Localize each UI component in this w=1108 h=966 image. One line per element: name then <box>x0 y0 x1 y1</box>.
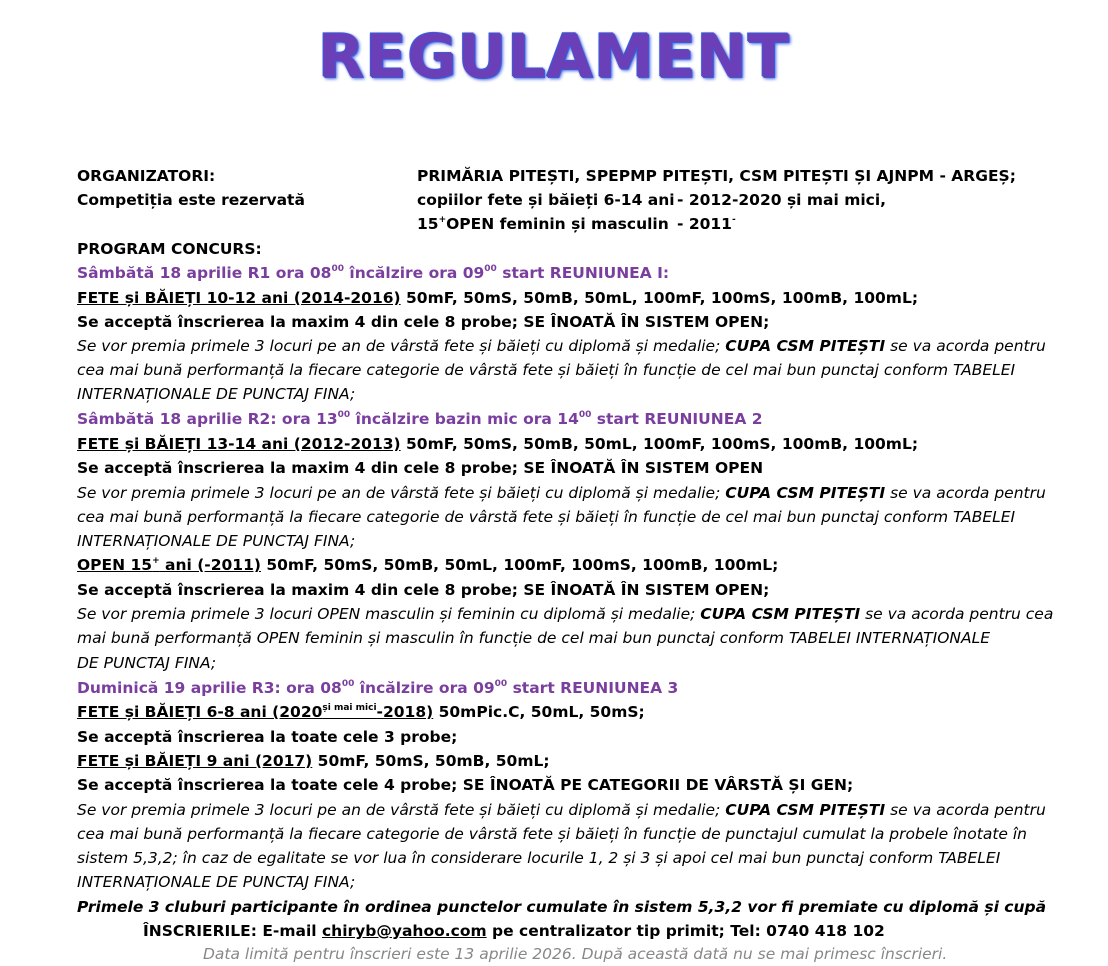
r1-prize-text: Se vor premia primele 3 locuri pe an de vârstă fete și băieți cu diplomă și medalie; <box>77 337 726 355</box>
reserved-open-sup: + <box>438 215 447 225</box>
r3-category-1 <box>77 700 645 724</box>
reserved-age: copiilor fete și băieți 6-14 ani <box>417 191 675 209</box>
r2-prize-line-1 <box>77 481 1046 505</box>
r2-cup-name: CUPA CSM PITEȘTI <box>725 484 886 502</box>
document-title: REGULAMENT <box>318 22 790 92</box>
reserved-open-years <box>677 212 736 236</box>
r2-sup1: 00 <box>337 410 351 420</box>
program-label: PROGRAM CONCURS: <box>77 240 262 258</box>
r3-category-1-sup: și mai mici <box>322 703 377 713</box>
r1-rule: Se acceptă înscrierea la maxim 4 din cele 8 probe; SE ÎNOATĂ ÎN SISTEM OPEN; <box>77 313 770 331</box>
r3-category-1-name <box>77 703 433 721</box>
r2-header-start-label: start REUNIUNEA 2 <box>591 410 763 428</box>
r1-sup2: 00 <box>484 264 497 274</box>
r3-cup-name: CUPA CSM PITEȘTI <box>725 801 886 819</box>
r2-open-category <box>77 553 778 577</box>
r2-open-prize-line-2: mai bună performanță OPEN feminin și masculin în funcție de cel mai bun punctaj conform TABELEI INTERNAȚIONALE <box>77 629 991 647</box>
r3-category-2-name: FETE și BĂIEȚI 9 ani (2017) <box>77 752 313 770</box>
r2-rule: Se acceptă înscrierea la maxim 4 din cele 8 probe; SE ÎNOATĂ ÎN SISTEM OPEN <box>77 459 764 477</box>
r2-prize-tail: se va acorda pentru <box>885 484 1046 502</box>
reserved-open-year: - 2011 <box>677 215 732 233</box>
r1-sup1: 00 <box>331 264 344 274</box>
r2-open-cup-name: CUPA CSM PITEȘTI <box>700 605 861 623</box>
reserved-label: Competiția este rezervată <box>77 191 305 209</box>
r3-header-start: Duminică 19 aprilie R3: ora 08 <box>77 679 342 697</box>
reserved-open-text: OPEN feminin și masculin <box>446 215 669 233</box>
r1-header-start: Sâmbătă 18 aprilie R1 ora 08 <box>77 264 332 282</box>
r2-header <box>77 407 763 431</box>
r2-prize-line-2: cea mai bună performanță la fiecare categorie de vârstă fete și băieți în funcție de cel mai bun punctaj conform TABELEI <box>77 508 1016 526</box>
organizers-value: PRIMĂRIA PITEȘTI, SPEPMP PITEȘTI, CSM PITEȘTI ȘI AJNPM - ARGEȘ; <box>417 167 1016 185</box>
reserved-open <box>417 212 669 236</box>
r3-sup2: 00 <box>494 679 508 689</box>
r2-open-prize-line-1 <box>77 602 1053 626</box>
r3-prize-tail: se va acorda pentru <box>885 801 1046 819</box>
r3-rule-1: Se acceptă înscrierea la toate cele 3 probe; <box>77 728 458 746</box>
reserved-row-1 <box>77 188 887 212</box>
r3-prize-line-3: sistem 5,3,2; în caz de egalitate se vor lua în considerare locurile 1, 2 și 3 și apoi cel mai bun punctaj conform TABELEI <box>77 849 1001 867</box>
r2-open-sup: + <box>152 556 160 566</box>
r2-category-name: FETE și BĂIEȚI 13-14 ani (2012-2013) <box>77 435 401 453</box>
r2-category <box>77 432 918 456</box>
r2-sup2: 00 <box>578 410 592 420</box>
r3-prize-line-2: cea mai bună performanță la fiecare categorie de vârstă fete și băieți în funcție de punctajul cumulat la probele înotate în <box>77 825 1027 843</box>
reserved-years: - 2012-2020 și mai mici, <box>677 191 887 209</box>
r3-rule-2: Se acceptă înscrierea la toate cele 4 probe; SE ÎNOATĂ PE CATEGORII DE VÂRSTĂ ȘI GEN; <box>77 776 854 794</box>
r2-open-prize-tail: se va acorda pentru cea <box>860 605 1054 623</box>
r3-category-1-start: FETE și BĂIEȚI 6-8 ani (2020 <box>77 703 323 721</box>
r2-open-prize-text: Se vor premia primele 3 locuri OPEN masculin și feminin cu diplomă și medalie; <box>77 605 701 623</box>
registration-label: ÎNSCRIERILE: E-mail <box>143 922 322 940</box>
organizers-label: ORGANIZATORI: <box>77 167 216 185</box>
r3-header <box>77 676 678 700</box>
registration-email-link[interactable]: chiryb@yahoo.com <box>321 922 487 940</box>
r1-prize-line-3: INTERNAȚIONALE DE PUNCTAJ FINA; <box>77 385 356 403</box>
r1-header-start-label: start REUNIUNEA I: <box>496 264 670 282</box>
r3-prize-text: Se vor premia primele 3 locuri pe an de vârstă fete și băieți cu diplomă și medalie; <box>77 801 726 819</box>
r3-prize-line-4: INTERNAȚIONALE DE PUNCTAJ FINA; <box>77 873 356 891</box>
r3-prize-line-1 <box>77 798 1046 822</box>
r2-category-events: 50mF, 50mS, 50mB, 50mL, 100mF, 100mS, 100mB, 100mL; <box>400 435 919 453</box>
r2-open-years: ani (-2011) <box>159 556 261 574</box>
r3-sup1: 00 <box>341 679 355 689</box>
clubs-prize: Primele 3 cluburi participante în ordinea punctelor cumulate în sistem 5,3,2 vor fi premiate cu diplomă și cupă <box>77 898 1047 916</box>
r3-category-2 <box>77 749 550 773</box>
reserved-open-age: 15 <box>417 215 439 233</box>
r2-header-start: Sâmbătă 18 aprilie R2: ora 13 <box>77 410 338 428</box>
r3-category-1-events: 50mPic.C, 50mL, 50mS; <box>433 703 645 721</box>
r2-open-age: OPEN 15 <box>77 556 153 574</box>
r1-header <box>77 261 669 285</box>
r1-category <box>77 286 918 310</box>
r1-prize-line-2: cea mai bună performanță la fiecare categorie de vârstă fete și băieți în funcție de cel mai bun punctaj conform TABELEI <box>77 361 1016 379</box>
r1-category-events: 50mF, 50mS, 50mB, 50mL, 100mF, 100mS, 100mB, 100mL; <box>400 289 919 307</box>
r3-category-2-events: 50mF, 50mS, 50mB, 50mL; <box>312 752 550 770</box>
r1-cup-name: CUPA CSM PITEȘTI <box>725 337 886 355</box>
cutoff-line: Data limită pentru înscrieri este 13 aprilie 2026. După această dată nu se mai primesc înscrieri. <box>203 945 948 963</box>
r3-category-1-end: -2018) <box>376 703 434 721</box>
r1-category-name: FETE și BĂIEȚI 10-12 ani (2014-2016) <box>77 289 401 307</box>
reserved-open-year-sup: - <box>731 215 736 225</box>
registration-line <box>143 919 885 943</box>
registration-details: pe centralizator tip primit; Tel: 0740 418 102 <box>486 922 885 940</box>
r2-prize-line-3: INTERNAȚIONALE DE PUNCTAJ FINA; <box>77 532 356 550</box>
r3-header-start-label: start REUNIUNEA 3 <box>507 679 679 697</box>
r1-header-warmup: încălzire ora 09 <box>343 264 485 282</box>
r3-header-warmup: încălzire ora 09 <box>354 679 495 697</box>
organizers-row <box>77 164 1016 188</box>
r2-open-events: 50mF, 50mS, 50mB, 50mL, 100mF, 100mS, 100mB, 100mL; <box>260 556 779 574</box>
r2-header-warmup: încălzire bazin mic ora 14 <box>350 410 579 428</box>
r1-prize-tail: se va acorda pentru <box>885 337 1046 355</box>
r2-open-rule: Se acceptă înscrierea la maxim 4 din cele 8 probe; SE ÎNOATĂ ÎN SISTEM OPEN; <box>77 581 770 599</box>
r2-open-prize-line-3: DE PUNCTAJ FINA; <box>77 654 217 672</box>
r2-open-name <box>77 556 261 574</box>
r1-prize-line-1 <box>77 334 1046 358</box>
r2-prize-text: Se vor premia primele 3 locuri pe an de vârstă fete și băieți cu diplomă și medalie; <box>77 484 726 502</box>
